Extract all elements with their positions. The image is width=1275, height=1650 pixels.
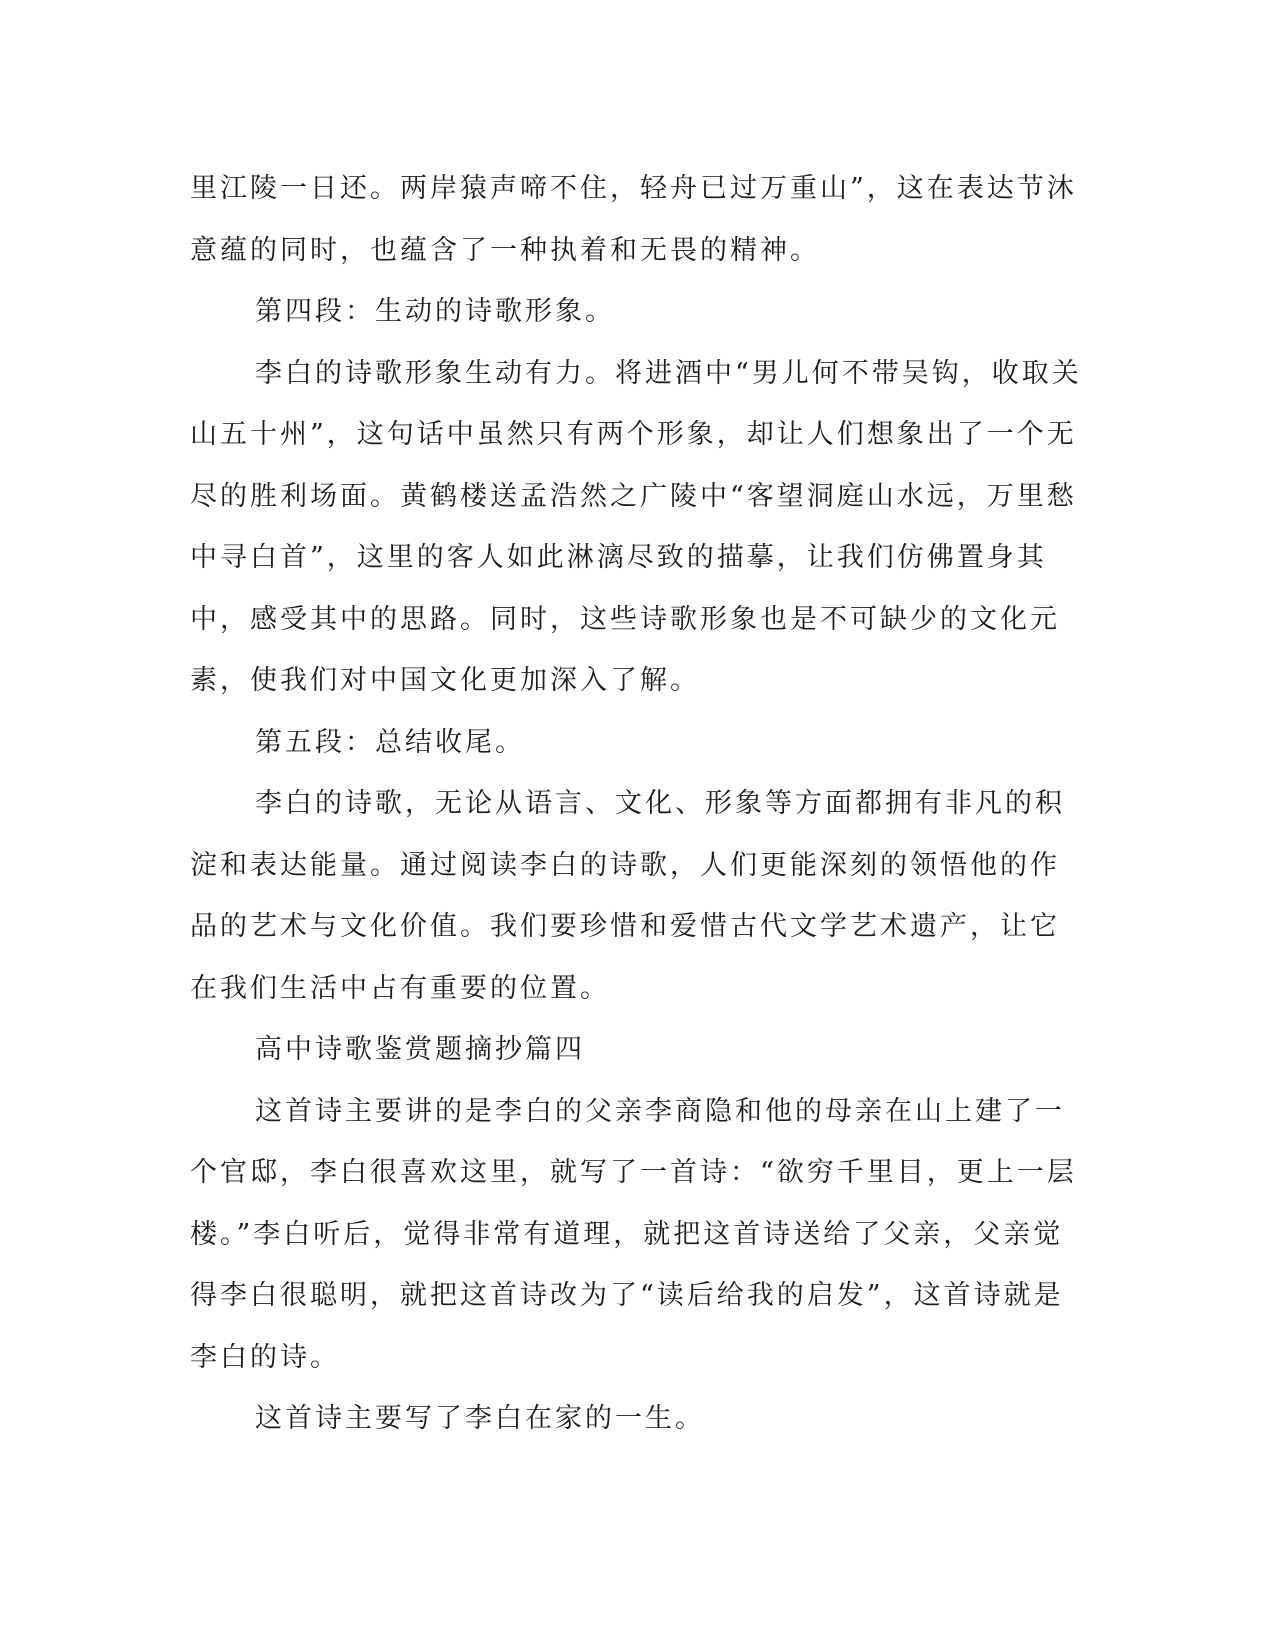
- paragraph-closing: 这首诗主要写了李白在家的一生。: [255, 1403, 705, 1434]
- paragraph-summary: 李白的诗歌，无论从语言、文化、形象等方面都拥有非凡的积淀和表达能量。通过阅读李白的诗歌，人们更能深刻的领悟他的作品的艺术与文化价值。我们要珍惜和爱惜古代文学艺术遗产，让它在我们生活中占有重要的位置。: [190, 788, 1065, 1004]
- document-body: [190, 158, 1085, 1450]
- paragraph-continuation: 里江陵一日还。两岸猿声啼不住，轻舟已过万重山”，这在表达节沐意蕴的同时，也蕴含了一种执着和无畏的精神。: [190, 173, 1077, 266]
- section-heading-four: 第四段：生动的诗歌形象。: [255, 296, 615, 327]
- section-heading-five: 第五段：总结收尾。: [255, 726, 525, 758]
- article-title-part-four: 高中诗歌鉴赏题摘抄篇四: [255, 1034, 585, 1065]
- paragraph-poetic-imagery: 李白的诗歌形象生动有力。将进酒中“男儿何不带吴钩，收取关山五十州”，这句话中虽然只有两个形象，却让人们想象出了一个无尽的胜利场面。黄鹤楼送孟浩然之广陵中“客望洞庭山水远，万里愁中寻白首”，这里的客人如此淋漓尽致的描摹，让我们仿佛置身其中，感受其中的思路。同时，这些诗歌形象也是不可缺少的文化元素，使我们对中国文化更加深入了解。: [190, 357, 1082, 696]
- paragraph-poem-story: 这首诗主要讲的是李白的父亲李商隐和他的母亲在山上建了一个官邸，李白很喜欢这里，就写了一首诗：“欲穷千里目，更上一层楼。”李白听后，觉得非常有道理，就把这首诗送给了父亲，父亲觉得李白很聪明，就把这首诗改为了“读后给我的启发”，这首诗就是李白的诗。: [190, 1095, 1077, 1373]
